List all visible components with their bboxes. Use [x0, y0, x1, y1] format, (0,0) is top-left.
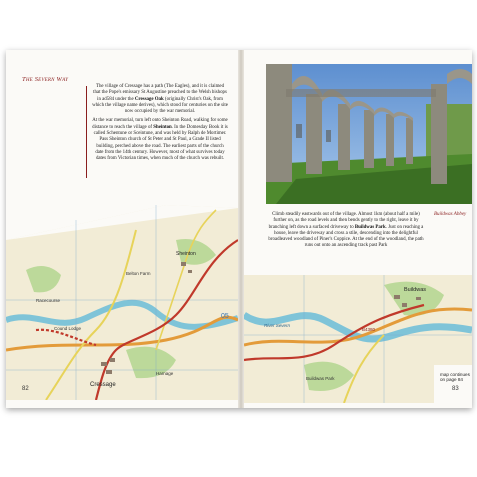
bold-place-name: Cressage Oak [134, 96, 164, 102]
margin-rule [86, 86, 87, 178]
right-paragraph-1 [268, 212, 424, 250]
left-page [6, 50, 238, 408]
map-label-harnage: Harnage [156, 371, 174, 376]
text-run: . In the Domesday Book it is called Schentune or Sceintune, and was held by Ralph de Mortimer. Pass Sheinton church of St Peter and St Paul, a Grade II listed building, perched above the road. The earliest parts of the church date from the 14th century. However, most of what survives today dates from Victorian times, when much of the church was rebuilt. [93, 124, 228, 162]
map-note-line-2: on page 84 [440, 377, 463, 383]
text-run: The village of Cressage has a path (The Eagles), and it is claimed that the Pope's emissary St Augustine preached to the Welsh bishops in ad584 under the [93, 84, 227, 102]
book-spread [6, 50, 472, 408]
map-label-park: Buildwas Park [306, 376, 335, 381]
map-grid-number: 05 [221, 313, 229, 320]
text-run: (originally Christ's Oak, from which the village name derives), which stood for centuries on the site now occupied by the war memorial. [92, 96, 228, 115]
left-paragraph-2 [92, 118, 228, 162]
abbey-photo [266, 64, 472, 204]
text-run: Climb steadily eastwards out of the village. Almost 1km (about half a mile) further on, as the road levels and then bends gently to the right, leave it by branching left down a surfaced driveway to [268, 212, 420, 230]
right-page [244, 50, 472, 408]
text-run: At the war memorial, turn left onto Sheinton Road, walking for some distance to reach the village of [92, 118, 228, 130]
left-paragraph-1 [92, 84, 228, 115]
left-route-map [6, 200, 238, 400]
right-route-map [244, 275, 472, 403]
page-number-right: 83 [452, 386, 459, 392]
text-run: . Just on reaching a house, leave the driveway and cross a stile, descending into the delightful broadleaved woodland of Piner's Coppice. At the end of the woodland, the path runs out onto an ascending track past Park [268, 224, 424, 249]
map-label-cound-lodge: Cound Lodge [54, 326, 82, 331]
bold-place-name: Buildwas Park [354, 224, 386, 230]
right-text-block [268, 212, 424, 253]
map-label-racecourse: Racecourse [36, 298, 61, 303]
map-label-river: River Severn [264, 323, 291, 328]
page-number-left: 82 [22, 386, 29, 392]
map-label-road: B4380 [362, 327, 376, 332]
map-label-buildwas: Buildwas [404, 287, 427, 293]
map-continuation-note [440, 372, 470, 383]
bold-place-name: Sheinton [153, 124, 172, 130]
running-head: The Severn Way [22, 76, 69, 83]
map-label-belton: Belton Farm [126, 271, 151, 276]
map-label-sheinton: Sheinton [176, 251, 196, 257]
photo-caption: Buildwas Abbey [434, 212, 467, 217]
map-label-cressage: Cressage [90, 382, 116, 388]
left-text-block [92, 84, 228, 166]
map-note-line-1: map continues [440, 372, 470, 377]
